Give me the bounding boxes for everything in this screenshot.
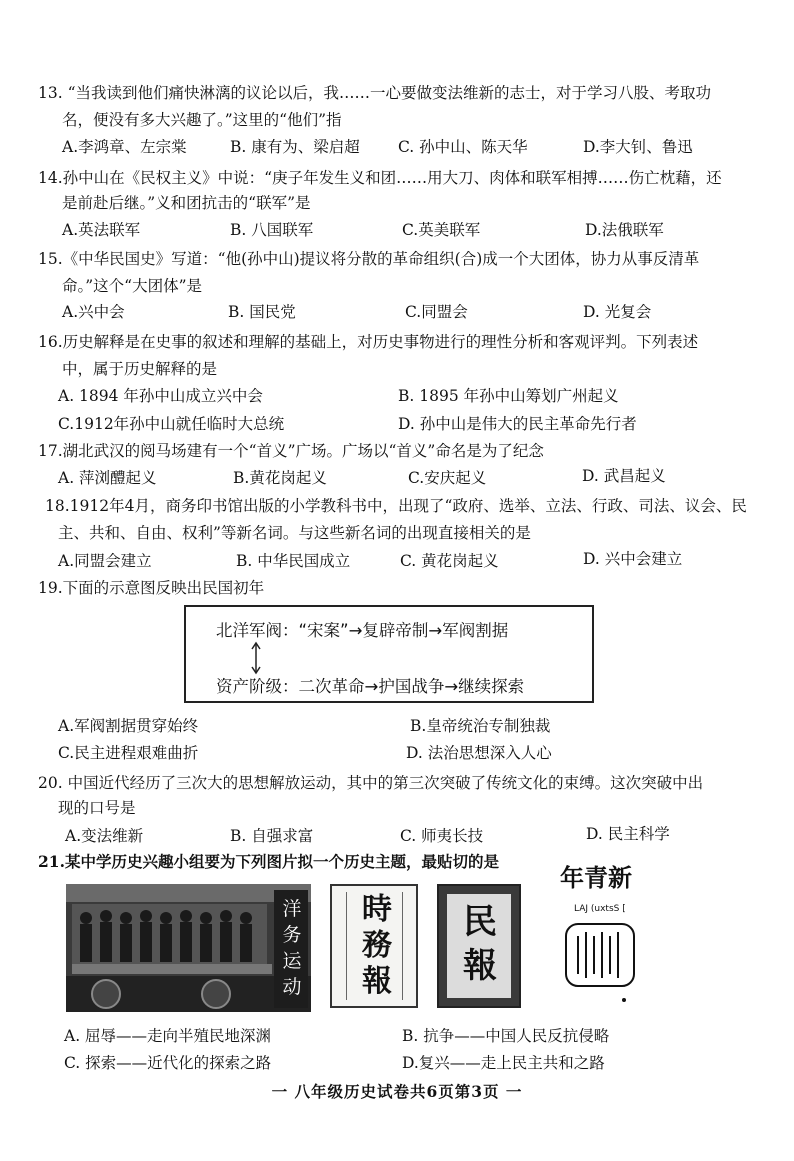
q13-option-a[interactable]: A.李鸿章、左宗棠 <box>62 138 187 156</box>
q14-option-d[interactable]: D.法俄联军 <box>585 221 664 239</box>
q16-option-a[interactable]: A. 1894 年孙中山成立兴中会 <box>58 387 263 405</box>
q21-option-c[interactable]: C. 探索——近代化的探索之路 <box>64 1054 272 1072</box>
q15-option-c[interactable]: C.同盟会 <box>405 303 468 321</box>
q15-option-a[interactable]: A.兴中会 <box>62 303 125 321</box>
page-footer: 一 八年级历史试卷共6页第3页 一 <box>271 1082 523 1101</box>
q14-stem-line1: 14.孙中山在《民权主义》中说：“庚子年发生义和团……用大刀、肉体和联军相搏……伤亡枕藉，还 <box>38 169 722 187</box>
q18-option-d[interactable]: D. 兴中会建立 <box>583 550 683 568</box>
q16-option-b[interactable]: B. 1895 年孙中山筹划广州起义 <box>398 387 619 405</box>
q20-stem-line2: 现的口号是 <box>58 799 136 817</box>
yangwu-banner-text: 洋务运动 <box>282 898 302 998</box>
double-arrow-icon <box>250 641 262 675</box>
q19-stem-line1: 19.下面的示意图反映出民国初年 <box>38 579 265 597</box>
yangwu-movement-photo <box>66 884 311 1012</box>
q14-stem-line2: 是前赴后继。”义和团抗击的“联军”是 <box>62 194 311 212</box>
q18-stem-line2: 主、共和、自由、权利”等新名词。与这些新名词的出现直接相关的是 <box>58 524 531 542</box>
q19-option-a[interactable]: A.军阀割据贯穿始终 <box>58 717 199 735</box>
q21-option-d[interactable]: D.复兴——走上民主共和之路 <box>402 1054 605 1072</box>
q16-option-d[interactable]: D. 孙中山是伟大的民主革命先行者 <box>398 415 637 433</box>
q16-stem-line1: 16.历史解释是在史事的叙述和理解的基础上，对历史事物进行的理性分析和客观评判。下列表述 <box>38 333 699 351</box>
q20-option-c[interactable]: C. 师夷长技 <box>400 827 484 845</box>
q16-stem-line2: 中，属于历史解释的是 <box>62 360 218 378</box>
minbao-title: 民報 <box>463 902 497 986</box>
q17-option-a[interactable]: A. 萍浏醴起义 <box>58 469 157 487</box>
q19-diagram <box>184 605 594 703</box>
q18-stem-line1: 18.1912年4月，商务印书馆出版的小学教科书中，出现了“政府、选举、立法、行政、司法、议会、民 <box>45 497 747 515</box>
q21-option-a[interactable]: A. 屈辱——走向半殖民地深渊 <box>64 1027 272 1045</box>
new-youth-emblem <box>564 922 636 992</box>
q19-option-d[interactable]: D. 法治思想深入人心 <box>406 744 552 762</box>
q20-option-d[interactable]: D. 民主科学 <box>586 825 670 843</box>
q15-stem-line1: 15.《中华民国史》写道：“他(孙中山)提议将分散的革命组织(合)成一个大团体，协力从事反清革 <box>38 250 700 268</box>
diagram-warlords-row: 北洋军阀：“宋案”→复辟帝制→军阀割据 <box>216 621 509 640</box>
q18-option-c[interactable]: C. 黄花岗起义 <box>400 552 499 570</box>
q17-option-d[interactable]: D. 武昌起义 <box>582 467 666 485</box>
diagram-bourgeoisie-row: 资产阶级：二次革命→护国战争→继续探索 <box>216 677 525 696</box>
q15-stem-line2: 命。”这个“大团体”是 <box>62 277 203 295</box>
q15-option-b[interactable]: B. 国民党 <box>228 303 296 321</box>
q13-stem-line2: 名，便没有多大兴趣了。”这里的“他们”指 <box>62 111 342 129</box>
q21-stem-line1: 21.某中学历史兴趣小组要为下列图片拟一个历史主题，最贴切的是 <box>38 852 499 871</box>
cover-side-line <box>338 892 347 1000</box>
q14-option-b[interactable]: B. 八国联军 <box>230 221 314 239</box>
q19-option-b[interactable]: B.皇帝统治专制独裁 <box>410 717 551 735</box>
q13-option-c[interactable]: C. 孙中山、陈天华 <box>398 138 528 156</box>
q20-stem-line1: 20. 中国近代经历了三次大的思想解放运动，其中的第三次突破了传统文化的束缚。这次突破中出 <box>38 774 704 792</box>
q14-option-c[interactable]: C.英美联军 <box>402 221 481 239</box>
q17-stem-line1: 17.湖北武汉的阅马场建有一个“首义”广场。广场以“首义”命名是为了纪念 <box>38 442 544 460</box>
q13-option-b[interactable]: B. 康有为、梁启超 <box>230 138 360 156</box>
q18-option-a[interactable]: A.同盟会建立 <box>58 552 152 570</box>
new-youth-title: 年青新 <box>560 864 632 892</box>
q15-option-d[interactable]: D. 光复会 <box>583 303 652 321</box>
q17-option-b[interactable]: B.黄花岗起义 <box>233 469 327 487</box>
new-youth-subtitle: LAJ (uxtsS [ <box>574 904 626 914</box>
cover-side-line-right <box>402 892 411 1000</box>
shiwubao-title: 時務報 <box>362 892 392 999</box>
q20-option-b[interactable]: B. 自强求富 <box>230 827 314 845</box>
q17-option-c[interactable]: C.安庆起义 <box>408 469 487 487</box>
dot-mark <box>622 998 626 1002</box>
q16-option-c[interactable]: C.1912年孙中山就任临时大总统 <box>58 415 285 433</box>
new-youth-cover <box>552 858 652 1012</box>
q20-option-a[interactable]: A.变法维新 <box>65 827 144 845</box>
q14-option-a[interactable]: A.英法联军 <box>62 221 141 239</box>
shiwubao-cover <box>330 884 418 1008</box>
q19-option-c[interactable]: C.民主进程艰难曲折 <box>58 744 199 762</box>
q18-option-b[interactable]: B. 中华民国成立 <box>236 552 351 570</box>
q13-stem-line1: 13. “当我读到他们痛快淋漓的议论以后，我……一心要做变法维新的志士，对于学习八股、考取功 <box>38 84 712 102</box>
q21-option-b[interactable]: B. 抗争——中国人民反抗侵略 <box>402 1027 610 1045</box>
q13-option-d[interactable]: D.李大钊、鲁迅 <box>583 138 693 156</box>
minbao-cover <box>437 884 521 1008</box>
